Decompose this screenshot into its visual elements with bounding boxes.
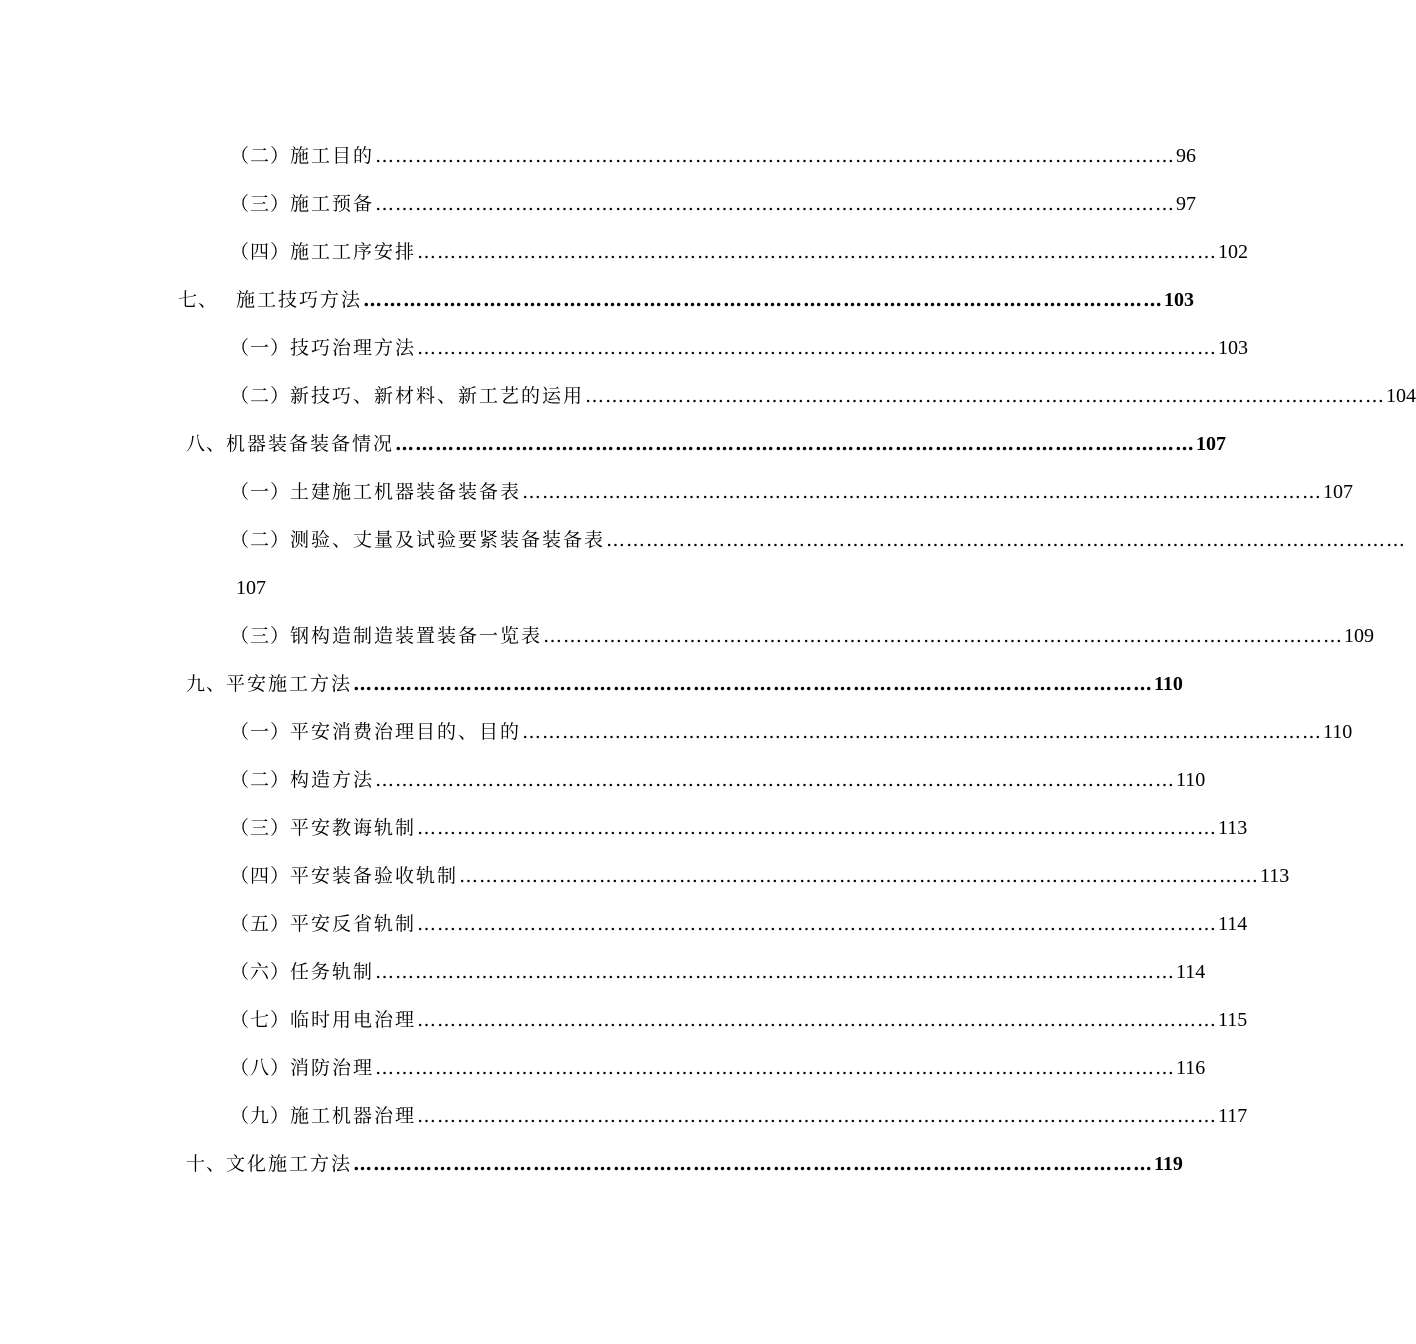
toc-entry-title: 构造方法 — [290, 769, 375, 791]
toc-leader-dots: ………………………………………………………………………………………………………… — [522, 481, 1323, 503]
toc-entry-title: 技巧治理方法 — [290, 337, 417, 359]
toc-leader-dots: ………………………………………………………………………………………………………… — [375, 769, 1176, 791]
toc-leader-dots: ………………………………………………………………………………………………………… — [375, 145, 1176, 167]
toc-entry-page: 102 — [1218, 241, 1249, 263]
toc-entry-page: 113 — [1260, 865, 1290, 887]
toc-entry[interactable] — [0, 228, 1249, 276]
toc-entry-page: 103 — [1218, 337, 1249, 359]
toc-chapter-page: 103 — [1164, 289, 1195, 311]
toc-chapter-page: 119 — [1154, 1153, 1183, 1175]
toc-entry-title: 平安反省轨制 — [290, 913, 417, 935]
toc-entry-number: （二） — [230, 769, 291, 791]
toc-leader-dots: ………………………………………………………………………………………………………… — [459, 865, 1260, 887]
toc-entry[interactable] — [0, 516, 1407, 564]
toc-entry-number: （三） — [230, 817, 291, 839]
toc-entry-number: （一） — [230, 721, 291, 743]
toc-leader-dots: ………………………………………………………………………………………………………… — [417, 1105, 1218, 1127]
toc-entry[interactable] — [0, 324, 1249, 372]
toc-entry-title: 测验、丈量及试验要紧装备装备表 — [290, 529, 606, 551]
toc-entry-number: （四） — [230, 865, 291, 887]
toc-entry-number: （八） — [230, 1057, 291, 1079]
toc-entry-page: 96 — [1176, 145, 1197, 167]
toc-entry-number: （一） — [230, 481, 291, 503]
toc-entry[interactable] — [0, 1044, 1206, 1092]
toc-entry[interactable] — [0, 852, 1290, 900]
toc-entry[interactable] — [0, 180, 1197, 228]
toc-chapter-number: 八、 — [186, 433, 227, 455]
toc-entry[interactable] — [0, 468, 1354, 516]
toc-entry-page: 114 — [1176, 961, 1206, 983]
toc-entry-number: （五） — [230, 913, 291, 935]
toc-chapter-title: 平安施工方法 — [226, 673, 353, 695]
toc-chapter-number: 十、 — [186, 1153, 227, 1175]
toc-entry-page: 97 — [1176, 193, 1197, 215]
toc-entry-number: （一） — [230, 337, 291, 359]
toc-entry[interactable] — [0, 900, 1248, 948]
toc-chapter-entry[interactable] — [0, 1140, 1183, 1188]
toc-leader-dots: ………………………………………………………………………………………………………… — [353, 1153, 1154, 1175]
toc-entry-page: 116 — [1176, 1057, 1206, 1079]
toc-leader-dots: ………………………………………………………………………………………………………… — [395, 433, 1196, 455]
toc-entry-page-wrapped[interactable] — [0, 564, 950, 612]
toc-entry-page: 115 — [1218, 1009, 1248, 1031]
table-of-contents — [0, 132, 1416, 1188]
toc-entry-number: （七） — [230, 1009, 291, 1031]
toc-entry-title: 施工工序安排 — [290, 241, 417, 263]
toc-leader-dots: ………………………………………………………………………………………………………… — [522, 721, 1323, 743]
toc-chapter-entry[interactable] — [0, 660, 1183, 708]
toc-entry-title: 施工机器治理 — [290, 1105, 417, 1127]
toc-leader-dots: ………………………………………………………………………………………………………… — [363, 289, 1164, 311]
toc-entry-number: （二） — [230, 385, 291, 407]
toc-chapter-title: 机器装备装备情况 — [226, 433, 395, 455]
toc-entry-page: 104 — [1386, 385, 1416, 407]
toc-entry-title: 消防治理 — [290, 1057, 375, 1079]
toc-leader-dots: ………………………………………………………………………………………………………… — [606, 529, 1407, 551]
toc-chapter-title: 施工技巧方法 — [236, 289, 363, 311]
toc-entry[interactable] — [0, 612, 1375, 660]
toc-entry-page: 114 — [1218, 913, 1248, 935]
toc-entry-number: （二） — [230, 529, 291, 551]
toc-entry[interactable] — [0, 1092, 1248, 1140]
toc-entry-page: 110 — [1323, 721, 1353, 743]
toc-entry-number: （二） — [230, 145, 291, 167]
toc-entry-title: 施工预备 — [290, 193, 375, 215]
toc-leader-dots: ………………………………………………………………………………………………………… — [585, 385, 1386, 407]
toc-leader-dots: ………………………………………………………………………………………………………… — [417, 913, 1218, 935]
toc-entry-title: 临时用电治理 — [290, 1009, 417, 1031]
toc-entry-title: 平安消费治理目的、目的 — [290, 721, 522, 743]
toc-entry-title: 土建施工机器装备装备表 — [290, 481, 522, 503]
toc-chapter-page: 110 — [1154, 673, 1183, 695]
toc-leader-dots: ………………………………………………………………………………………………………… — [417, 817, 1218, 839]
toc-chapter-entry[interactable] — [0, 420, 1227, 468]
toc-entry-title: 新技巧、新材料、新工艺的运用 — [290, 385, 585, 407]
toc-entry-title: 施工目的 — [290, 145, 375, 167]
toc-chapter-number: 九、 — [186, 673, 227, 695]
toc-entry-title: 平安装备验收轨制 — [290, 865, 459, 887]
toc-leader-dots: ………………………………………………………………………………………………………… — [417, 1009, 1218, 1031]
toc-leader-dots: ………………………………………………………………………………………………………… — [417, 337, 1218, 359]
toc-leader-dots: ………………………………………………………………………………………………………… — [375, 193, 1176, 215]
toc-entry-page: 117 — [1218, 1105, 1248, 1127]
toc-entry-number: （四） — [230, 241, 291, 263]
toc-entry-number: （三） — [230, 625, 291, 647]
toc-chapter-entry[interactable] — [0, 276, 1195, 324]
toc-entry-page: 113 — [1218, 817, 1248, 839]
toc-entry[interactable] — [0, 132, 1197, 180]
toc-entry[interactable] — [0, 804, 1248, 852]
toc-entry-page: 110 — [1176, 769, 1206, 791]
toc-entry[interactable] — [0, 756, 1206, 804]
toc-entry-page: 109 — [1344, 625, 1375, 647]
toc-entry-number: （六） — [230, 961, 291, 983]
toc-entry-title: 任务轨制 — [290, 961, 375, 983]
toc-leader-dots: ………………………………………………………………………………………………………… — [543, 625, 1344, 647]
toc-entry[interactable] — [0, 372, 1416, 420]
toc-entry[interactable] — [0, 996, 1248, 1044]
toc-entry-title: 钢构造制造装置装备一览表 — [290, 625, 543, 647]
toc-entry-page: 107 — [236, 577, 266, 599]
toc-entry-number: （三） — [230, 193, 291, 215]
toc-chapter-page: 107 — [1196, 433, 1227, 455]
toc-chapter-title: 文化施工方法 — [226, 1153, 353, 1175]
toc-leader-dots: ………………………………………………………………………………………………………… — [375, 1057, 1176, 1079]
toc-leader-dots: ………………………………………………………………………………………………………… — [375, 961, 1176, 983]
toc-leader-dots: ………………………………………………………………………………………………………… — [417, 241, 1218, 263]
toc-entry[interactable] — [0, 708, 1353, 756]
toc-chapter-number: 七、 — [178, 289, 219, 311]
toc-entry-number: （九） — [230, 1105, 291, 1127]
toc-entry[interactable] — [0, 948, 1206, 996]
toc-entry-title: 平安教诲轨制 — [290, 817, 417, 839]
toc-leader-dots: ………………………………………………………………………………………………………… — [353, 673, 1154, 695]
toc-entry-page: 107 — [1323, 481, 1354, 503]
